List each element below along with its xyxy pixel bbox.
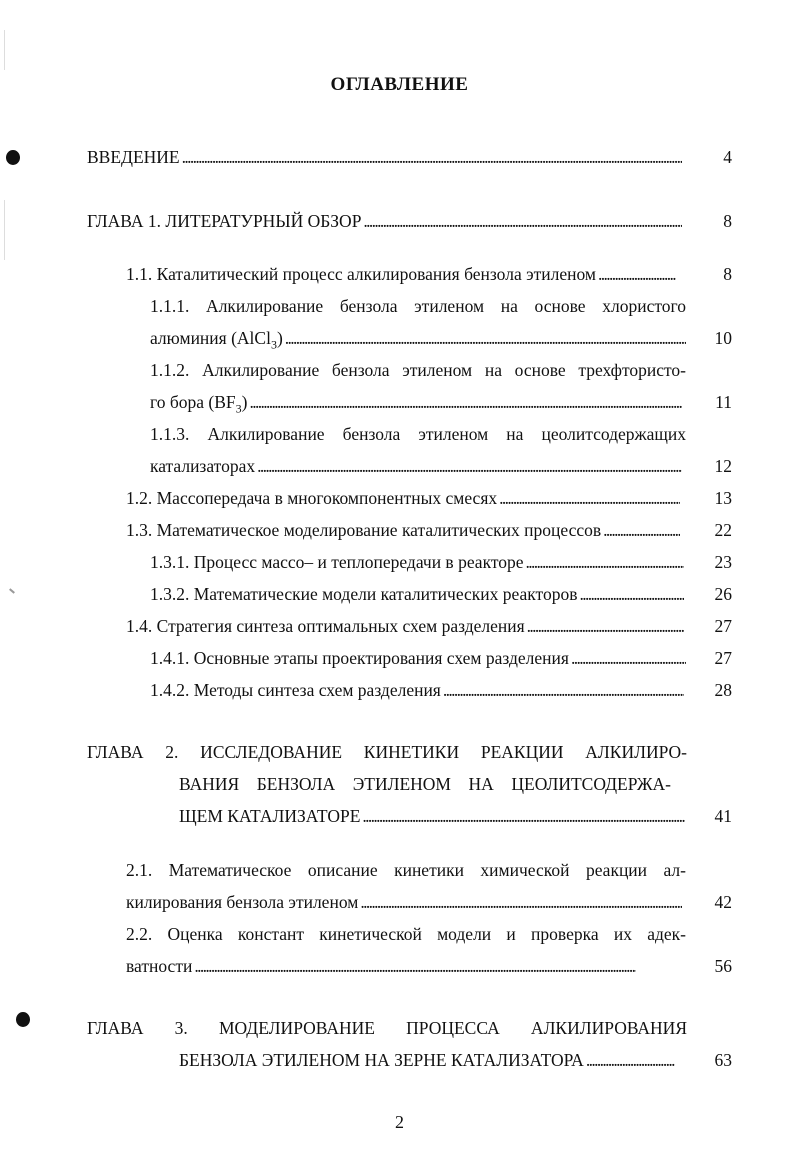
leader-dots <box>571 647 686 669</box>
toc-entry-1-4-1 <box>150 647 686 669</box>
toc-entry-text: ВВЕДЕНИЕ <box>87 147 180 167</box>
leader-dots <box>603 519 680 541</box>
toc-page-number: 8 <box>723 264 732 284</box>
toc-entry-text: 1.4.1. Основные этапы проектирования схем разделения <box>150 648 569 668</box>
toc-page-number: 10 <box>714 328 732 348</box>
toc-entry-text: алюминия (AlCl$_3$) <box>150 328 283 352</box>
toc-entry-1-2 <box>126 487 680 509</box>
toc-entry-1-1-2-line1: 1.1.2. Алкилирование бензола этиленом на основе трехфтористо- <box>150 360 686 380</box>
toc-entry-chapter-2-line2: ВАНИЯ БЕНЗОЛА ЭТИЛЕНОМ НА ЦЕОЛИТСОДЕРЖА- <box>179 774 671 794</box>
leader-dots <box>363 210 682 232</box>
toc-entry-1-3-2 <box>150 583 684 605</box>
scan-edge-line <box>4 200 5 260</box>
toc-entry-text: катализаторах <box>150 456 256 476</box>
toc-page-number: 11 <box>715 392 732 412</box>
ink-blot <box>16 1012 30 1027</box>
toc-page-number: 56 <box>714 956 732 976</box>
toc-entry-1-1-1-line2 <box>150 327 686 356</box>
toc-entry-chapter-2-line3 <box>179 805 685 827</box>
toc-page-number: 13 <box>714 488 732 508</box>
leader-dots <box>257 455 682 477</box>
toc-entry-text: 1.4.2. Методы синтеза схем разделения <box>150 680 441 700</box>
toc-entry-1-1-2-line2 <box>150 391 682 420</box>
toc-entry-text: 1.3. Математическое моделирование каталитических процессов <box>126 520 602 540</box>
leader-dots <box>362 805 685 827</box>
leader-dots <box>499 487 680 509</box>
leader-dots <box>360 891 682 913</box>
toc-entry-1-1-3-line1: 1.1.3. Алкилирование бензола этиленом на цеолитсодержащих <box>150 424 686 444</box>
toc-entry-text: ГЛАВА 1. ЛИТЕРАТУРНЫЙ ОБЗОР <box>87 211 362 231</box>
toc-entry-2-2-line1: 2.2. Оценка констант кинетической модели и проверка их адек- <box>126 924 686 944</box>
toc-entry-1-1-3-line2 <box>150 455 682 477</box>
toc-entry-text: килирования бензола этиленом <box>126 892 359 912</box>
toc-entry-text: БЕНЗОЛА ЭТИЛЕНОМ НА ЗЕРНЕ КАТАЛИЗАТОРА <box>179 1050 584 1070</box>
toc-entry-chapter-2-line1: ГЛАВА 2. ИССЛЕДОВАНИЕ КИНЕТИКИ РЕАКЦИИ АЛКИЛИРО- <box>87 742 687 762</box>
toc-entry-intro <box>87 146 682 168</box>
toc-entry-1-4 <box>126 615 684 637</box>
toc-page-number: 22 <box>714 520 732 540</box>
toc-entry-1-3-1 <box>150 551 684 573</box>
leader-dots <box>285 327 686 349</box>
toc-entry-2-2-line2 <box>126 955 636 977</box>
toc-page-number: 26 <box>714 584 732 604</box>
leader-dots <box>526 551 684 573</box>
toc-entry-text: 1.2. Массопередача в многокомпонентных смесях <box>126 488 498 508</box>
toc-page-number: 41 <box>714 806 732 826</box>
toc-page-number: 42 <box>714 892 732 912</box>
toc-page-number: 63 <box>714 1050 732 1070</box>
page-number: 2 <box>395 1112 404 1132</box>
scan-speck <box>9 588 15 593</box>
leader-dots <box>527 615 684 637</box>
page-title: ОГЛАВЛЕНИЕ <box>330 74 469 95</box>
toc-entry-1-3 <box>126 519 680 541</box>
toc-page-number: 23 <box>714 552 732 572</box>
toc-entry-1-1-1-line1: 1.1.1. Алкилирование бензола этиленом на основе хлористого <box>150 296 686 316</box>
toc-entry-text: 1.3.2. Математические модели каталитических реакторов <box>150 584 578 604</box>
toc-page-number: 8 <box>723 211 732 231</box>
leader-dots <box>598 263 676 285</box>
toc-entry-2-1-line1: 2.1. Математическое описание кинетики химической реакции ал- <box>126 860 686 880</box>
toc-entry-chapter-3-line1: ГЛАВА 3. МОДЕЛИРОВАНИЕ ПРОЦЕССА АЛКИЛИРОВАНИЯ <box>87 1018 687 1038</box>
leader-dots <box>249 391 682 413</box>
leader-dots <box>194 955 636 977</box>
leader-dots <box>182 146 682 168</box>
leader-dots <box>579 583 684 605</box>
toc-page-number: 27 <box>714 616 732 636</box>
toc-page-number: 27 <box>714 648 732 668</box>
toc-entry-text: 1.3.1. Процесс массо– и теплопередачи в реакторе <box>150 552 524 572</box>
leader-dots <box>443 679 684 701</box>
toc-entry-text: го бора $(BF_3)$ <box>150 392 248 416</box>
toc-page-number: 28 <box>714 680 732 700</box>
scan-edge-line <box>4 30 5 70</box>
toc-entry-chapter-3-line2 <box>179 1049 675 1071</box>
toc-page-number: 4 <box>723 147 732 167</box>
toc-entry-text: 1.1. Каталитический процесс алкилирования бензола этиленом <box>126 264 596 284</box>
ink-blot <box>6 150 20 165</box>
toc-entry-1-4-2 <box>150 679 684 701</box>
toc-page-number: 12 <box>714 456 732 476</box>
toc-entry-text: ЩЕМ КАТАЛИЗАТОРЕ <box>179 806 361 826</box>
toc-entry-chapter-1 <box>87 210 682 232</box>
leader-dots <box>586 1049 675 1071</box>
toc-entry-text: ватности <box>126 956 193 976</box>
toc-entry-2-1-line2 <box>126 891 682 913</box>
toc-entry-1-1 <box>126 263 676 285</box>
toc-entry-text: 1.4. Стратегия синтеза оптимальных схем разделения <box>126 616 525 636</box>
